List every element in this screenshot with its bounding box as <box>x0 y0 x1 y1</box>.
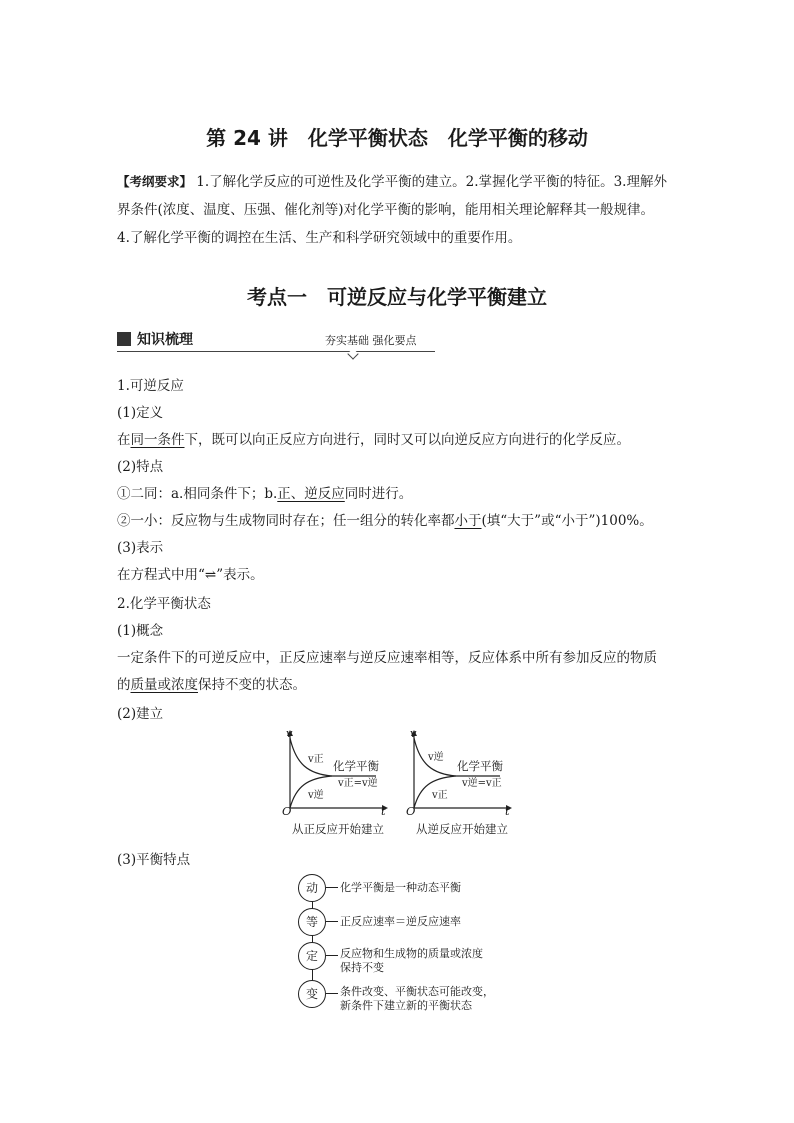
knowledge-bar <box>117 329 435 352</box>
graph-forward <box>282 728 392 840</box>
s1-feat-1: ①二同：a.相同条件下；b.正、逆反应同时进行。 <box>117 486 413 502</box>
graph-caption: 从正反应开始建立 <box>292 822 384 836</box>
answer-blank: 小于 <box>454 513 482 529</box>
curve-lower-label: v正 <box>432 790 448 801</box>
requirements-line-1: 1.了解化学反应的可逆性及化学平衡的建立。2.掌握化学平衡的特征。3.理解外 <box>192 174 667 190</box>
equilibrium-expr: v逆=v正 <box>462 778 502 789</box>
s1-heading: 1.可逆反应 <box>117 378 184 394</box>
graph-caption: 从逆反应开始建立 <box>416 822 508 836</box>
bar-subtitle: 夯实基础 强化要点 <box>325 334 417 347</box>
connector-dash <box>326 887 338 888</box>
lecture-title: 第 24 讲 化学平衡状态 化学平衡的移动 <box>206 126 588 150</box>
requirements-bracket: 【考纲要求】 <box>117 174 193 189</box>
s1-feat-2: ②一小：反应物与生成物同时存在；任一组分的转化率都小于(填“大于”或“小于”)100%。 <box>117 513 653 529</box>
bar-notch <box>347 348 358 359</box>
connector-dash <box>326 955 338 956</box>
feature-circle-fixed: 定 <box>298 942 326 970</box>
bar-title: 知识梳理 <box>137 332 193 348</box>
section-title: 考点一 可逆反应与化学平衡建立 <box>247 285 547 309</box>
connector-dash <box>326 921 338 922</box>
requirements-line-3: 4.了解化学平衡的调控在生活、生产和科学研究领域中的重要作用。 <box>117 230 522 246</box>
s2-concept-line-1: 一定条件下的可逆反应中，正反应速率与逆反应速率相等，反应体系中所有参加反应的物质 <box>117 650 657 666</box>
equilibrium-expr: v正=v逆 <box>338 778 378 789</box>
s1-def-text: 在同一条件下，既可以向正反应方向进行，同时又可以向逆反应方向进行的化学反应。 <box>117 432 630 448</box>
s2-concept-head: (1)概念 <box>117 623 164 639</box>
axis-t-label: t <box>505 804 510 818</box>
equilibrium-features-diagram <box>290 872 530 1022</box>
s2-concept-line-2: 的质量或浓度保持不变的状态。 <box>117 677 306 693</box>
bar-square-icon <box>117 332 131 346</box>
feature-text: 保持不变 <box>340 961 384 974</box>
s1-rep-text: 在方程式中用“⇌”表示。 <box>117 567 264 583</box>
axis-v-label: v <box>286 726 293 740</box>
s1-def-head: (1)定义 <box>117 405 164 421</box>
curve-lower-label: v逆 <box>308 790 324 801</box>
answer-blank: 正、逆反应 <box>277 486 345 502</box>
connector-dash <box>326 993 338 994</box>
origin-label: O <box>406 804 416 818</box>
s1-feat-head: (2)特点 <box>117 459 164 475</box>
curve-upper-label: v逆 <box>428 752 444 763</box>
answer-blank: 同一条件 <box>130 432 185 448</box>
exam-requirements <box>117 168 687 252</box>
axis-t-label: t <box>381 804 386 818</box>
origin-label: O <box>282 804 292 818</box>
curve-upper-label: v正 <box>308 754 324 765</box>
answer-blank: 质量或浓度 <box>130 677 198 693</box>
feature-text: 化学平衡是一种动态平衡 <box>340 881 461 894</box>
feature-text: 条件改变、平衡状态可能改变， <box>340 985 494 998</box>
axis-v-label: v <box>410 726 417 740</box>
feature-circle-change: 变 <box>298 980 326 1008</box>
s2-build-head: (2)建立 <box>117 706 164 722</box>
feature-text: 正反应速率＝逆反应速率 <box>340 915 461 928</box>
feature-circle-dynamic: 动 <box>298 874 326 902</box>
feature-circle-equal: 等 <box>298 908 326 936</box>
feature-text: 新条件下建立新的平衡状态 <box>340 999 472 1012</box>
equilibrium-title: 化学平衡 <box>333 759 379 773</box>
s1-rep-head: (3)表示 <box>117 540 164 556</box>
s2-heading: 2.化学平衡状态 <box>117 596 211 612</box>
reversible-arrow-icon: ⇌ <box>204 567 217 583</box>
s2-feat-head: (3)平衡特点 <box>117 852 191 868</box>
graph-reverse <box>406 728 516 840</box>
feature-text: 反应物和生成物的质量或浓度 <box>340 947 483 960</box>
equilibrium-title: 化学平衡 <box>457 759 503 773</box>
requirements-line-2: 界条件(浓度、温度、压强、催化剂等)对化学平衡的影响，能用相关理论解释其一般规律。 <box>117 202 655 218</box>
